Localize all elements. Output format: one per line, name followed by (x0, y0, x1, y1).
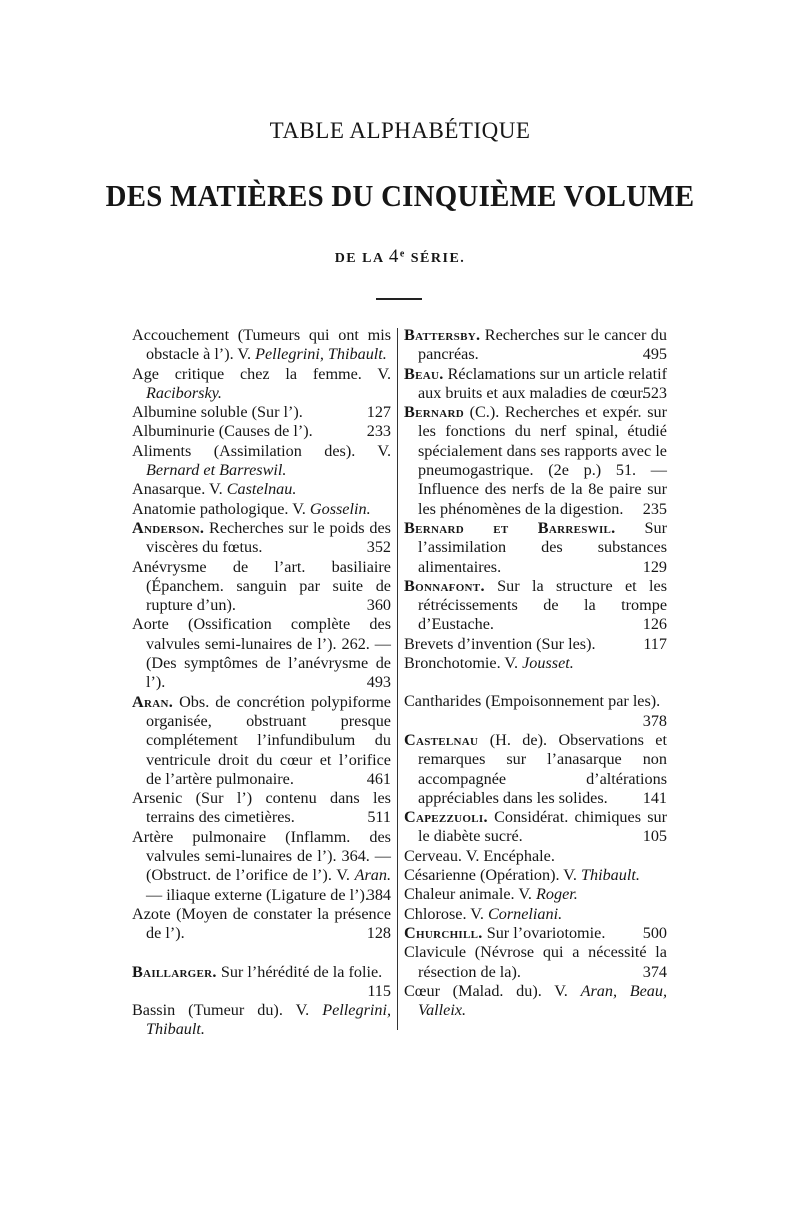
entry-text: Azote (Moyen de constater la présence de l’). (132, 904, 391, 943)
index-entry (132, 905, 391, 944)
entry-text: Réclamations sur un article relatif aux bruits et aux maladies de cœur. (418, 364, 667, 402)
entry-text: Age critique chez la femme. V. (132, 364, 391, 383)
series-number: 4 (388, 246, 400, 267)
index-entry (132, 615, 391, 692)
entry-text-continued: — iliaque externe (Ligature de l’). (146, 885, 369, 904)
index-entry (404, 403, 667, 519)
title-line-3 (0, 246, 800, 268)
entry-page-number: 127 (366, 403, 391, 422)
entry-text: Sur la structure et les rétrécissements de la trompe d’Eustache. (418, 576, 667, 634)
title-line-1: TABLE ALPHABÉTIQUE (269, 118, 531, 143)
index-entry (404, 692, 667, 731)
entry-text: Considérat. chimiques sur le diabète sucré. (418, 808, 667, 846)
entry-text: Chlorose. V. (404, 904, 488, 923)
entry-text: Cerveau. V. Encéphale. (404, 846, 555, 865)
entry-text: (H. de). Observations et remarques sur l’anasarque non accompagnée d’altérations appréciables dans les solides. (418, 730, 667, 807)
entry-page-number: 384 (366, 885, 391, 904)
entry-page-number: 128 (366, 924, 391, 943)
entry-text: Cœur (Malad. du). V. (404, 981, 581, 1000)
entry-text: Clavicule (Névrose qui a nécessité la résection de la). (404, 943, 667, 981)
entry-text: Aliments (Assimilation des). V. (132, 441, 391, 460)
index-entry (404, 519, 667, 577)
index-entry (132, 1001, 391, 1040)
entry-page-number: 378 (642, 711, 667, 730)
series-number-sup: e (399, 248, 406, 260)
entry-author-name: Anderson. (132, 518, 205, 537)
column-divider (397, 328, 398, 1030)
entry-reference: Corneliani. (487, 904, 563, 923)
series-suffix: SÉRIE. (410, 251, 466, 266)
index-entry (404, 905, 667, 924)
entry-page-number: 117 (643, 634, 667, 653)
entry-reference: Castelnau. (226, 480, 297, 499)
entry-reference: Gosselin. (309, 499, 371, 518)
entry-text: Bronchotomie. V. (404, 654, 523, 673)
index-entry (132, 480, 391, 499)
entry-author-name: Beau. (404, 364, 444, 383)
index-column-right (404, 326, 667, 1020)
entry-text: Artère pulmonaire (Inflamm. des valvules semi-lunaires de l’). 364. — (Obstruct. de l’orifice de l’). V. (132, 827, 391, 885)
entry-text: Sur l’hérédité de la folie. (216, 962, 383, 981)
entry-text: Arsenic (Sur l’) contenu dans les terrains des cimetières. (132, 789, 391, 827)
index-entry (132, 403, 391, 422)
entry-text: Accouchement (Tumeurs qui ont mis obstacle à l’). V. (132, 326, 391, 364)
entry-page-number: 495 (642, 345, 667, 364)
entry-text: Bassin (Tumeur du). V. (132, 1001, 323, 1020)
section-gap (132, 944, 391, 963)
entry-page-number: 374 (642, 962, 667, 981)
index-entry (404, 635, 667, 654)
index-entry (404, 982, 667, 1021)
entry-text: Brevets d’invention (Sur les). (404, 634, 596, 653)
entry-page-number: 126 (642, 615, 667, 634)
entry-page-number: 523 (642, 383, 667, 402)
entry-reference: Thibault. (580, 866, 640, 885)
entry-page-number: 141 (642, 788, 667, 807)
index-entry (132, 500, 391, 519)
entry-text: Albumine soluble (Sur l’). (132, 403, 303, 422)
index-entry (132, 519, 391, 558)
index-entry (132, 442, 391, 481)
entry-text: Sur l’ovariotomie. (482, 923, 606, 942)
index-entry (404, 924, 667, 943)
entry-reference: Pellegrini, Thibault. (255, 345, 387, 364)
entry-page-number: 500 (642, 923, 667, 942)
entry-text: Aorte (Ossification complète des valvules semi-lunaires de l’). 262. — (Des symptômes de l’anévrysme de l’). (132, 615, 391, 692)
entry-page-number: 511 (367, 808, 391, 827)
index-entry (404, 654, 667, 673)
index-entry (404, 365, 667, 404)
entry-author-name: Bonnafont. (404, 576, 485, 595)
index-entry (404, 847, 667, 866)
entry-text: Anasarque. V. (132, 480, 227, 499)
entry-reference: Aran, Beau, Valleix. (418, 981, 667, 1020)
entry-reference: Bernard et Barreswil. (146, 461, 287, 480)
index-entry (132, 963, 391, 1002)
index-entry (132, 422, 391, 441)
series-prefix: DE LA (334, 251, 384, 266)
entry-page-number: 129 (642, 557, 667, 576)
entry-page-number: 461 (366, 769, 391, 788)
index-entry (404, 866, 667, 885)
index-entry (132, 558, 391, 616)
entry-page-number: 360 (366, 596, 391, 615)
entry-author-name: Castelnau (404, 730, 479, 749)
section-gap (404, 673, 667, 692)
index-entry (132, 693, 391, 789)
entry-text: Cantharides (Empoisonnement par les). (404, 692, 661, 711)
entry-page-number: 493 (366, 673, 391, 692)
index-entry (404, 326, 667, 365)
index-entry (404, 731, 667, 808)
entry-text: Recherches sur le poids des viscères du fœtus. (146, 518, 391, 557)
entry-author-name: Capezzuoli. (404, 808, 488, 827)
entry-text: Anatomie pathologique. V. (132, 499, 310, 518)
entry-text: Chaleur animale. V. (404, 885, 537, 904)
index-entry (132, 326, 391, 365)
entry-page-number: 235 (642, 499, 667, 518)
entry-text: (C.). Recherches et expér. sur les fonctions du nerf spinal, étudié spécialement dans ses rapports avec le pneumogastrique. (2e p.) 51. — Influence des nerfs de la 8e paire sur les phénomènes de la digestion. (418, 403, 667, 518)
index-entry (404, 943, 667, 982)
entry-author-name: Churchill. (404, 923, 483, 942)
entry-author-name: Aran. (132, 692, 174, 711)
title-line-2: DES MATIÈRES DU CINQUIÈME VOLUME (105, 178, 695, 213)
entry-text: Recherches sur le cancer du pancréas. (418, 326, 667, 364)
index-column-left (132, 326, 391, 1040)
entry-author-name: Bernard (404, 403, 464, 422)
entry-page-number: 233 (366, 422, 391, 441)
entry-reference: Pellegrini, Thibault. (146, 1001, 391, 1039)
index-entry (404, 808, 667, 847)
index-entry (132, 365, 391, 404)
entry-reference: Roger. (536, 885, 578, 904)
entry-text: Césarienne (Opération). V. (404, 866, 581, 885)
entry-reference: Raciborsky. (146, 383, 222, 402)
entry-text: Anévrysme de l’art. basiliaire (Épanchem. sanguin par suite de rupture d’un). (132, 557, 391, 615)
index-entry (404, 885, 667, 904)
entry-reference: Jousset. (522, 654, 574, 673)
entry-page-number: 115 (367, 981, 391, 1000)
entry-author-name: Battersby. (404, 326, 481, 344)
title-rule (376, 298, 422, 300)
index-entry (132, 828, 391, 905)
entry-text: Obs. de concrétion polypiforme organisée, obstruant presque complétement l’infundibulum du ventricule droit du cœur et l’orifice de l’artère pulmonaire. (146, 692, 391, 788)
index-entry (132, 789, 391, 828)
entry-reference: Aran. (354, 866, 391, 885)
entry-text: Albuminurie (Causes de l’). (132, 422, 313, 441)
entry-page-number: 105 (642, 827, 667, 846)
entry-author-name: Bernard et Barreswil. (404, 518, 616, 537)
entry-page-number: 352 (366, 538, 391, 557)
entry-text: Sur l’assimilation des substances alimentaires. (418, 518, 667, 576)
index-entry (404, 577, 667, 635)
entry-author-name: Baillarger. (132, 962, 217, 981)
